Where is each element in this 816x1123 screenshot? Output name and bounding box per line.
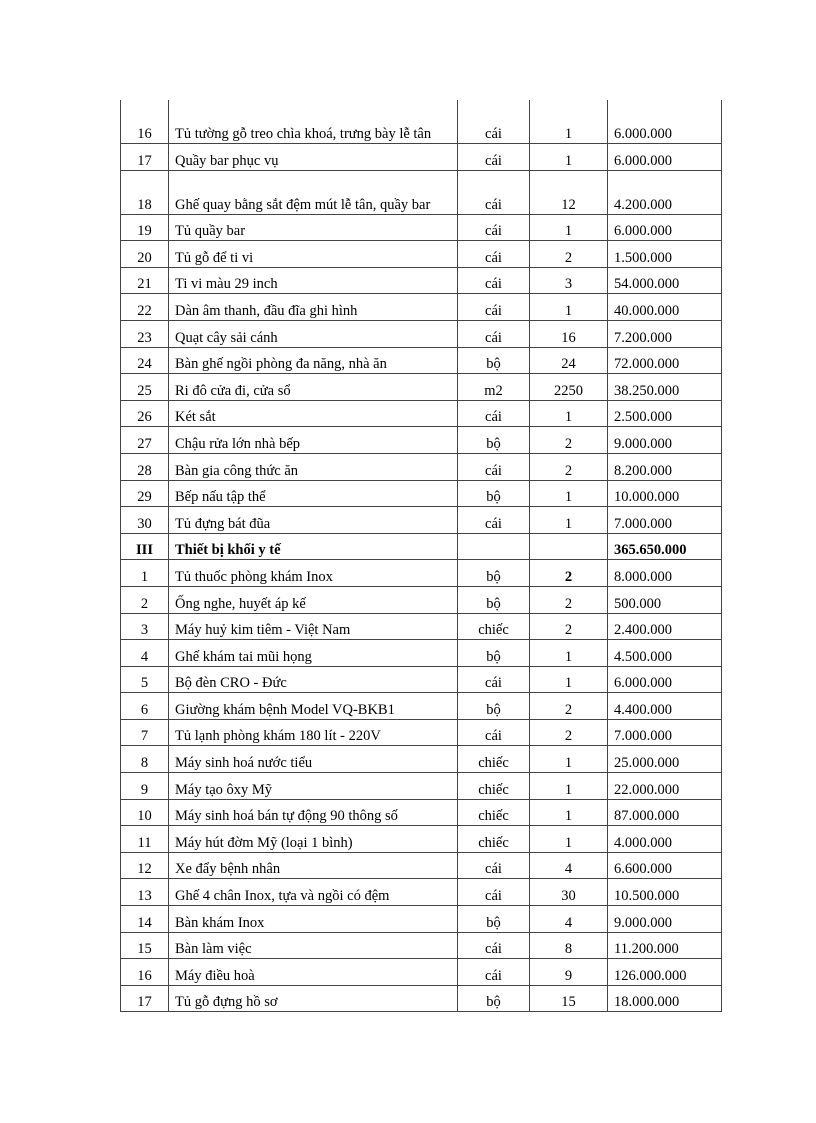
cell-name: Bộ đèn CRO - Đức	[169, 666, 458, 693]
cell-name: Ghế 4 chân Inox, tựa và ngồi có đệm	[169, 879, 458, 906]
cell-quantity: 4	[530, 906, 608, 933]
cell-quantity: 16	[530, 320, 608, 347]
cell-name: Bàn gia công thức ăn	[169, 453, 458, 480]
cell-unit: cái	[458, 507, 530, 534]
cell-unit: cái	[458, 320, 530, 347]
cell-no: 9	[121, 773, 169, 800]
cell-quantity: 1	[530, 480, 608, 507]
cell-amount: 10.000.000	[608, 480, 722, 507]
cell-name: Bếp nấu tập thể	[169, 480, 458, 507]
cell-quantity: 2	[530, 586, 608, 613]
cell-amount: 11.200.000	[608, 932, 722, 959]
cell-no: 26	[121, 400, 169, 427]
cell-name: Bàn làm việc	[169, 932, 458, 959]
cell-quantity: 1	[530, 144, 608, 171]
cell-name: Tủ lạnh phòng khám 180 lít - 220V	[169, 719, 458, 746]
cell-no: 21	[121, 267, 169, 294]
cell-no: 8	[121, 746, 169, 773]
cell-amount: 9.000.000	[608, 427, 722, 454]
cell-name: Bàn khám Inox	[169, 906, 458, 933]
table-row	[121, 267, 722, 294]
cell-amount: 9.000.000	[608, 906, 722, 933]
cell-unit: m2	[458, 374, 530, 401]
cell-amount: 6.000.000	[608, 214, 722, 241]
table-row	[121, 480, 722, 507]
cell-unit: bộ	[458, 906, 530, 933]
cell-amount: 126.000.000	[608, 959, 722, 986]
cell-name: Tủ thuốc phòng khám Inox	[169, 560, 458, 587]
table-row	[121, 879, 722, 906]
cell-name: Chậu rửa lớn nhà bếp	[169, 427, 458, 454]
table-row	[121, 586, 722, 613]
cell-unit	[458, 533, 530, 560]
cell-quantity: 2	[530, 453, 608, 480]
cell-no: 18	[121, 170, 169, 214]
table-row	[121, 427, 722, 454]
cell-quantity: 1	[530, 294, 608, 321]
cell-quantity: 1	[530, 214, 608, 241]
cell-name: Dàn âm thanh, đầu đĩa ghi hình	[169, 294, 458, 321]
cell-amount: 6.000.000	[608, 666, 722, 693]
cell-no: 5	[121, 666, 169, 693]
cell-quantity: 1	[530, 746, 608, 773]
cell-no: 14	[121, 906, 169, 933]
cell-amount: 22.000.000	[608, 773, 722, 800]
cell-name: Bàn ghế ngồi phòng đa năng, nhà ăn	[169, 347, 458, 374]
table-row	[121, 453, 722, 480]
cell-name: Ghế khám tai mũi họng	[169, 640, 458, 667]
cell-amount: 4.500.000	[608, 640, 722, 667]
cell-unit: cái	[458, 959, 530, 986]
table-row	[121, 959, 722, 986]
cell-unit: chiếc	[458, 746, 530, 773]
cell-quantity: 2	[530, 719, 608, 746]
cell-name: Quầy bar phục vụ	[169, 144, 458, 171]
cell-quantity: 1	[530, 400, 608, 427]
cell-name: Tủ tường gỗ treo chìa khoá, trưng bày lễ tân	[169, 100, 458, 144]
cell-quantity: 30	[530, 879, 608, 906]
cell-no: 11	[121, 826, 169, 853]
cell-quantity: 12	[530, 170, 608, 214]
cell-no: 2	[121, 586, 169, 613]
cell-name: Xe đẩy bệnh nhân	[169, 852, 458, 879]
cell-amount: 4.400.000	[608, 693, 722, 720]
cell-no: 20	[121, 241, 169, 268]
cell-quantity: 2	[530, 427, 608, 454]
cell-quantity: 1	[530, 799, 608, 826]
cell-name: Ri đô cửa đi, cửa sổ	[169, 374, 458, 401]
cell-quantity: 1	[530, 773, 608, 800]
cell-no: 10	[121, 799, 169, 826]
cell-unit: bộ	[458, 693, 530, 720]
cell-unit: chiếc	[458, 613, 530, 640]
cell-unit: cái	[458, 852, 530, 879]
cell-quantity: 15	[530, 985, 608, 1012]
cell-no: 16	[121, 959, 169, 986]
cell-no: 27	[121, 427, 169, 454]
cell-unit: bộ	[458, 347, 530, 374]
cell-amount: 54.000.000	[608, 267, 722, 294]
cell-unit: chiếc	[458, 799, 530, 826]
cell-quantity: 1	[530, 100, 608, 144]
cell-quantity: 1	[530, 640, 608, 667]
cell-no: 3	[121, 613, 169, 640]
cell-name: Tủ gỗ đựng hồ sơ	[169, 985, 458, 1012]
cell-quantity: 2	[530, 613, 608, 640]
cell-unit: cái	[458, 666, 530, 693]
cell-no: 4	[121, 640, 169, 667]
cell-name: Máy sinh hoá bán tự động 90 thông số	[169, 799, 458, 826]
cell-name: Máy điều hoà	[169, 959, 458, 986]
cell-quantity: 2	[530, 560, 608, 587]
table-row	[121, 320, 722, 347]
cell-name: Máy hút đờm Mỹ (loại 1 bình)	[169, 826, 458, 853]
cell-unit: cái	[458, 144, 530, 171]
cell-unit: cái	[458, 400, 530, 427]
cell-unit: bộ	[458, 586, 530, 613]
cell-quantity: 24	[530, 347, 608, 374]
table-row	[121, 852, 722, 879]
cell-amount: 25.000.000	[608, 746, 722, 773]
cell-no: 30	[121, 507, 169, 534]
cell-no: 24	[121, 347, 169, 374]
cell-amount: 500.000	[608, 586, 722, 613]
cell-name: Ti vi màu 29 inch	[169, 267, 458, 294]
cell-amount: 365.650.000	[608, 533, 722, 560]
cell-amount: 8.000.000	[608, 560, 722, 587]
cell-no: 19	[121, 214, 169, 241]
table-row	[121, 507, 722, 534]
cell-no: III	[121, 533, 169, 560]
cell-quantity: 1	[530, 826, 608, 853]
table-row	[121, 640, 722, 667]
cell-name: Tủ quầy bar	[169, 214, 458, 241]
cell-quantity	[530, 533, 608, 560]
cell-no: 13	[121, 879, 169, 906]
cell-no: 1	[121, 560, 169, 587]
table-row	[121, 826, 722, 853]
cell-no: 29	[121, 480, 169, 507]
cell-unit: cái	[458, 241, 530, 268]
cell-amount: 6.600.000	[608, 852, 722, 879]
table-row	[121, 241, 722, 268]
cell-unit: chiếc	[458, 773, 530, 800]
table-row	[121, 400, 722, 427]
cell-unit: cái	[458, 719, 530, 746]
table-row	[121, 932, 722, 959]
cell-no: 15	[121, 932, 169, 959]
cell-unit: cái	[458, 453, 530, 480]
cell-amount: 7.200.000	[608, 320, 722, 347]
cell-amount: 8.200.000	[608, 453, 722, 480]
cell-amount: 10.500.000	[608, 879, 722, 906]
cell-unit: bộ	[458, 480, 530, 507]
cell-amount: 72.000.000	[608, 347, 722, 374]
cell-amount: 4.000.000	[608, 826, 722, 853]
cell-amount: 2.500.000	[608, 400, 722, 427]
cell-unit: cái	[458, 294, 530, 321]
table-row	[121, 799, 722, 826]
cell-unit: bộ	[458, 560, 530, 587]
cell-amount: 4.200.000	[608, 170, 722, 214]
cell-name: Ống nghe, huyết áp kế	[169, 586, 458, 613]
table-row	[121, 100, 722, 144]
cell-unit: bộ	[458, 427, 530, 454]
cell-quantity: 1	[530, 507, 608, 534]
table-row	[121, 719, 722, 746]
cell-unit: cái	[458, 879, 530, 906]
table-row	[121, 693, 722, 720]
cell-amount: 40.000.000	[608, 294, 722, 321]
cell-amount: 18.000.000	[608, 985, 722, 1012]
cell-name: Két sắt	[169, 400, 458, 427]
table-row	[121, 746, 722, 773]
cell-name: Máy tạo ôxy Mỹ	[169, 773, 458, 800]
cell-name: Tủ đựng bát đũa	[169, 507, 458, 534]
cell-amount: 6.000.000	[608, 144, 722, 171]
cell-unit: cái	[458, 932, 530, 959]
cell-quantity: 3	[530, 267, 608, 294]
cell-unit: cái	[458, 100, 530, 144]
cell-quantity: 2	[530, 693, 608, 720]
cell-no: 16	[121, 100, 169, 144]
cell-quantity: 2250	[530, 374, 608, 401]
table-row	[121, 214, 722, 241]
cell-name: Máy huỷ kim tiêm - Việt Nam	[169, 613, 458, 640]
cell-no: 23	[121, 320, 169, 347]
cell-quantity: 2	[530, 241, 608, 268]
cell-unit: chiếc	[458, 826, 530, 853]
cell-unit: cái	[458, 267, 530, 294]
cell-name: Máy sinh hoá nước tiểu	[169, 746, 458, 773]
cell-unit: bộ	[458, 640, 530, 667]
cell-no: 6	[121, 693, 169, 720]
cell-amount: 6.000.000	[608, 100, 722, 144]
cell-no: 22	[121, 294, 169, 321]
cell-name: Giường khám bệnh Model VQ-BKB1	[169, 693, 458, 720]
cell-name: Ghế quay bằng sắt đệm mút lễ tân, quầy bar	[169, 170, 458, 214]
cell-amount: 38.250.000	[608, 374, 722, 401]
table-body	[121, 100, 722, 1012]
table-row	[121, 906, 722, 933]
table-row	[121, 294, 722, 321]
table-row	[121, 170, 722, 214]
cell-amount: 7.000.000	[608, 719, 722, 746]
cell-quantity: 9	[530, 959, 608, 986]
cell-no: 17	[121, 985, 169, 1012]
cell-amount: 2.400.000	[608, 613, 722, 640]
cell-quantity: 1	[530, 666, 608, 693]
table-row	[121, 347, 722, 374]
cell-amount: 7.000.000	[608, 507, 722, 534]
table-row	[121, 613, 722, 640]
table-row	[121, 773, 722, 800]
cell-quantity: 8	[530, 932, 608, 959]
table-row	[121, 144, 722, 171]
table-row	[121, 666, 722, 693]
cell-quantity: 4	[530, 852, 608, 879]
cell-unit: bộ	[458, 985, 530, 1012]
cell-no: 25	[121, 374, 169, 401]
table-row	[121, 985, 722, 1012]
cell-unit: cái	[458, 170, 530, 214]
cell-no: 7	[121, 719, 169, 746]
cell-no: 28	[121, 453, 169, 480]
cell-no: 12	[121, 852, 169, 879]
cell-name: Thiết bị khối y tế	[169, 533, 458, 560]
table-row	[121, 374, 722, 401]
cell-amount: 1.500.000	[608, 241, 722, 268]
table-row	[121, 560, 722, 587]
cell-amount: 87.000.000	[608, 799, 722, 826]
section-row	[121, 533, 722, 560]
cell-no: 17	[121, 144, 169, 171]
equipment-table	[120, 100, 722, 1012]
cell-name: Quạt cây sải cánh	[169, 320, 458, 347]
cell-name: Tủ gỗ để ti vi	[169, 241, 458, 268]
cell-unit: cái	[458, 214, 530, 241]
